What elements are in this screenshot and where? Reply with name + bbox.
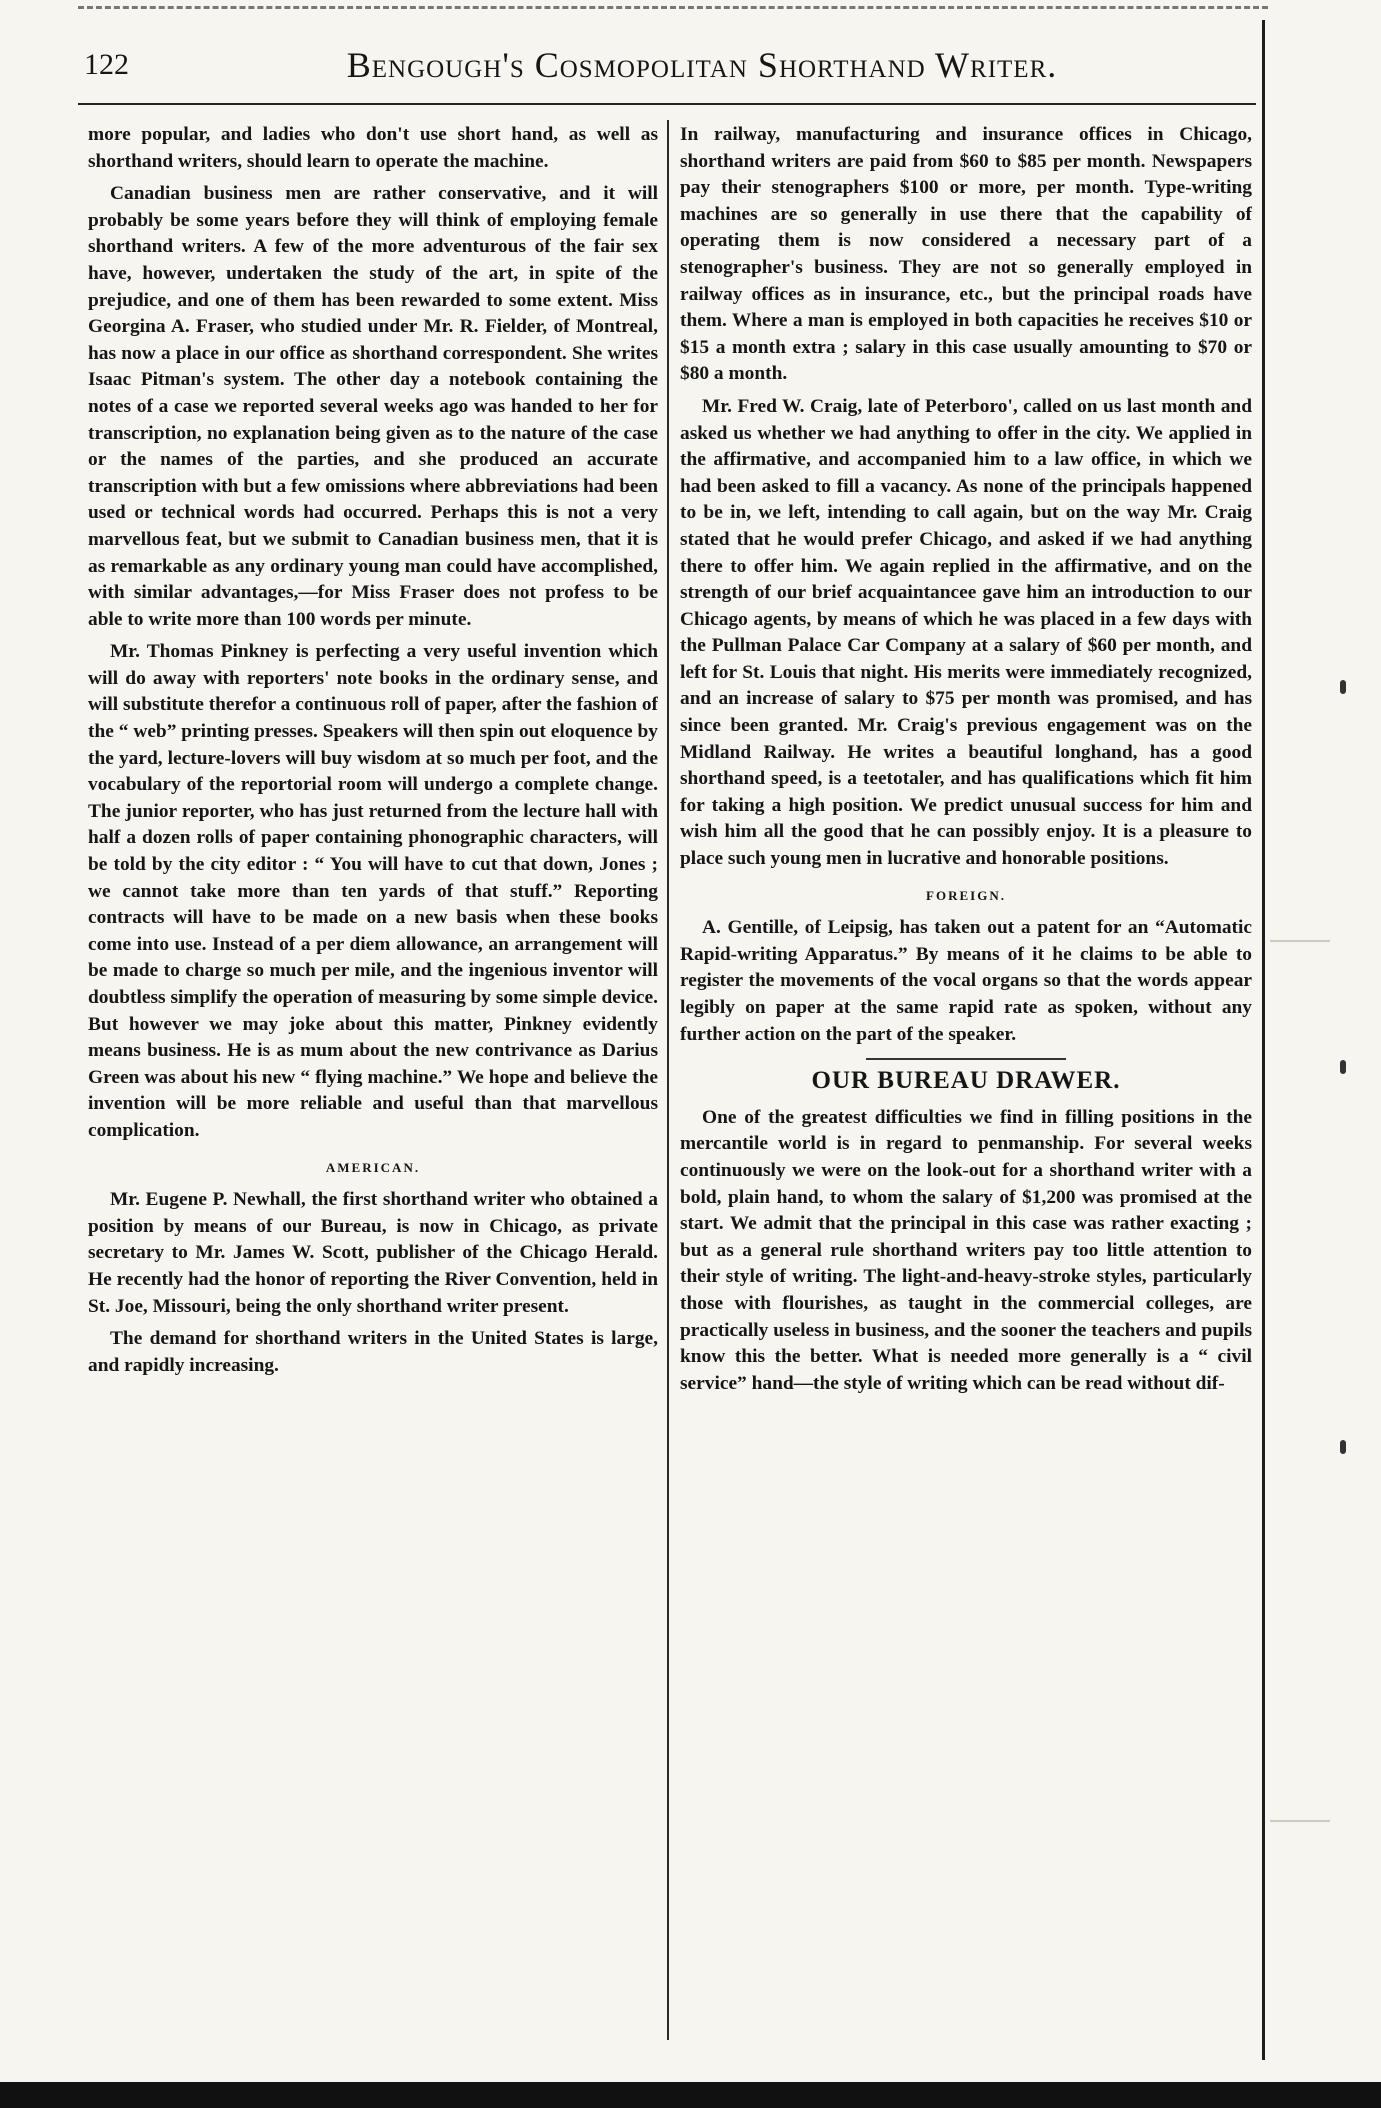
scan-bottom-edge — [0, 2082, 1381, 2108]
right-page-edge — [1262, 20, 1265, 2060]
column-divider — [667, 120, 669, 2040]
paragraph: Mr. Eugene P. Newhall, the first shorthand writer who obtained a position by means of our Bureau, is now in Chicago, as private secretary to Mr. James W. Scott, publisher of the Chicago Herald. He recently had the honor of reporting the River Convention, held in St. Joe, Missouri, being the only shorthand writer present. — [88, 1189, 658, 1317]
margin-mark — [1340, 1440, 1346, 1454]
margin-mark — [1340, 680, 1346, 694]
right-column — [680, 122, 1252, 2052]
paragraph: Mr. Fred W. Craig, late of Peterboro', called on us last month and asked us whether we had anything to offer in the city. We applied in the affirmative, and accompanied him to a law office, in which we had been asked to fill a vacancy. As none of the principals happened to be in, we left, intending to call again, but on the way Mr. Craig stated that he would prefer Chicago, and asked if we had anything there to offer him. We again replied in the affirmative, and on the strength of our brief acquaintancee gave him an introduction to our Chicago agents, by means of which he was placed in a few days with the Pullman Palace Car Company at a salary of $60 per month, and left for St. Louis that night. His merits were immediately recognized, and an increase of salary to $75 per month was promised, and has since been granted. Mr. Craig's previous engagement was on the Midland Railway. He writes a beautiful longhand, has a good shorthand speed, is a teetotaler, and has qualifications which fit him for taking a high position. We predict unusual success for him and wish him all the good that he can possibly enjoy. It is a pleasure to place such young men in lucrative and honorable positions. — [680, 395, 1252, 870]
section-rule — [866, 1058, 1066, 1060]
paragraph: A. Gentille, of Leipsig, has taken out a patent for an “Automatic Rapid-writing Apparatus.” By means of it he claims to be able to register the movements of the vocal organs so that the words appear legibly on paper at the same rapid rate as spoken, without any further action on the part of the speaker. — [680, 917, 1252, 1045]
section-title: OUR BUREAU DRAWER. — [811, 1067, 1121, 1095]
subheading-american: AMERICAN. — [325, 1159, 421, 1175]
header-rule — [78, 103, 1256, 105]
page-number: 122 — [84, 48, 129, 81]
paragraph: Mr. Thomas Pinkney is perfecting a very useful invention which will do away with reporters' note books in the ordinary sense, and will substitute therefor a continuous roll of paper, after the fashion of the “ web” printing presses. Speakers will then spin out eloquence by the yard, lecture-lovers will buy wisdom at so much per foot, and the vocabulary of the reportorial room will undergo a complete change. The junior reporter, who has just returned from the lecture hall with half a dozen rolls of paper containing phonographic characters, will be told by the city editor : “ You will have to cut that down, Jones ; we cannot take more than ten yards of that stuff.” Reporting contracts will have to be made on a new basis when these books come into use. Instead of a per diem allowance, an arrangement will be made to charge so much per mile, and the ingenious inventor will doubtless simplify the operation of measuring by some simple device. But however we may joke about this matter, Pinkney evidently means business. He is as mum about the new contrivance as Darius Green was about his new “ flying machine.” We hope and believe the invention will be more reliable and useful than that marvellous complication. — [88, 641, 658, 1141]
paragraph: In railway, manufacturing and insurance offices in Chicago, shorthand writers are paid from $60 to $85 per month. Newspapers pay their stenographers $100 or more, per month. Type-writing machines are so generally in use there that the capability of operating them is now considered a necessary part of a stenographer's business. They are not so generally employed in railway offices as in insurance, etc., but the principal roads have them. Where a man is employed in both capacities he receives $10 or $15 a month extra ; salary in this case usually amounting to $70 or $80 a month. — [680, 124, 1252, 385]
subheading-foreign: FOREIGN. — [926, 887, 1006, 903]
margin-mark — [1340, 1060, 1346, 1074]
paragraph: One of the greatest difficulties we find in filling positions in the mercantile world is in regard to penmanship. For several weeks continuously we were on the look-out for a shorthand writer with a bold, plain hand, to whom the salary of $1,200 was promised at the start. We admit that the principal in this case was rather exacting ; but as a general rule shorthand writers pay too little attention to their style of writing. The light-and-heavy-stroke styles, particularly those with flourishes, as taught in the commercial colleges, are practically useless in business, and the sooner the teachers and pupils know this the better. What is needed more generally is a “ civil service” hand—the style of writing which can be read without dif- — [680, 1106, 1252, 1394]
paragraph: The demand for shorthand writers in the United States is large, and rapidly increasing. — [88, 1328, 658, 1376]
paragraph: more popular, and ladies who don't use short hand, as well as shorthand writers, should learn to operate the machine. — [88, 124, 658, 172]
paragraph: Canadian business men are rather conservative, and it will probably be some years before they will think of employing female shorthand writers. A few of the more adventurous of the fair sex have, however, undertaken the study of the art, in spite of the prejudice, and one of them has been rewarded to some extent. Miss Georgina A. Fraser, who studied under Mr. R. Fielder, of Montreal, has now a place in our office as shorthand correspondent. She writes Isaac Pitman's system. The other day a notebook containing the notes of a case we reported several weeks ago was handed to her for transcription, no explanation being given as to the nature of the case or the names of the parties, and she produced an accurate transcription with but a few omissions where abbreviations had been used or technical words had occurred. Perhaps this is not a very marvellous feat, but we submit to Canadian business men, that it is as remarkable as any ordinary young man could have accomplished, with similar advantages,—for Miss Fraser does not profess to be able to write more than 100 words per minute. — [88, 183, 658, 630]
running-title: Bengough's Cosmopolitan Shorthand Writer. — [346, 45, 1058, 85]
left-column — [88, 122, 658, 2052]
top-page-edge — [78, 6, 1268, 13]
scan-smudge — [1270, 1820, 1330, 1822]
scan-smudge — [1270, 940, 1330, 942]
running-header — [84, 40, 1250, 98]
